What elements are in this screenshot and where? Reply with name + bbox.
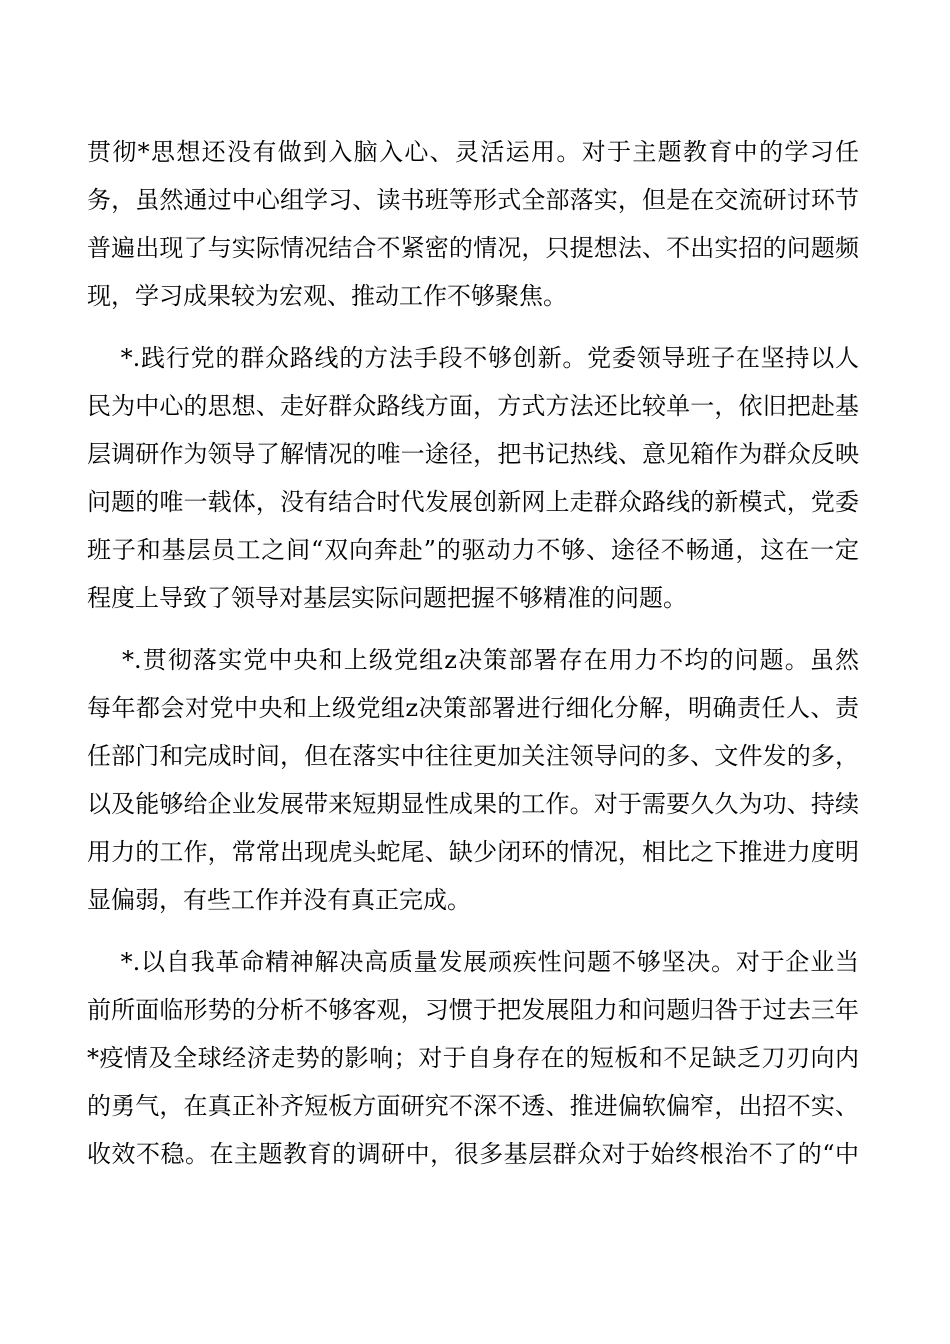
paragraph-line: *.贯彻落实党中央和上级党组z决策部署存在用力不均的问题。虽然 xyxy=(87,646,859,674)
paragraph-line: 现，学习成果较为宏观、推动工作不够聚焦。 xyxy=(87,282,567,310)
paragraph-1 xyxy=(87,128,859,320)
paragraph-line: 程度上导致了领导对基层实际问题把握不够精准的问题。 xyxy=(87,584,687,612)
document-body xyxy=(87,128,859,1192)
paragraph-4 xyxy=(87,938,859,1178)
paragraph-line: 务，虽然通过中心组学习、读书班等形式全部落实，但是在交流研讨环节 xyxy=(87,186,859,214)
paragraph-line: *.以自我革命精神解决高质量发展顽疾性问题不够坚决。对于企业当 xyxy=(87,948,859,976)
paragraph-line: 收效不稳。在主题教育的调研中，很多基层群众对于始终根治不了的“中 xyxy=(87,1140,859,1168)
paragraph-line: 问题的唯一载体，没有结合时代发展创新网上走群众路线的新模式，党委 xyxy=(87,488,859,516)
paragraph-line: 任部门和完成时间，但在落实中往往更加关注领导问的多、文件发的多， xyxy=(87,742,859,770)
paragraph-line: 民为中心的思想、走好群众路线方面，方式方法还比较单一，依旧把赴基 xyxy=(87,392,859,420)
paragraph-3 xyxy=(87,636,859,924)
paragraph-line: 的勇气，在真正补齐短板方面研究不深不透、推进偏软偏窄，出招不实、 xyxy=(87,1092,859,1120)
paragraph-line: 班子和基层员工之间“双向奔赴”的驱动力不够、途径不畅通，这在一定 xyxy=(87,536,859,564)
paragraph-line: 以及能够给企业发展带来短期显性成果的工作。对于需要久久为功、持续 xyxy=(87,790,859,818)
paragraph-line: 每年都会对党中央和上级党组z决策部署进行细化分解，明确责任人、责 xyxy=(87,694,859,722)
paragraph-2 xyxy=(87,334,859,622)
paragraph-line: *.践行党的群众路线的方法手段不够创新。党委领导班子在坚持以人 xyxy=(87,344,859,372)
paragraph-line: *疫情及全球经济走势的影响；对于自身存在的短板和不足缺乏刀刃向内 xyxy=(87,1044,859,1072)
paragraph-line: 贯彻*思想还没有做到入脑入心、灵活运用。对于主题教育中的学习任 xyxy=(87,138,859,166)
paragraph-line: 层调研作为领导了解情况的唯一途径，把书记热线、意见箱作为群众反映 xyxy=(87,440,859,468)
paragraph-line: 用力的工作，常常出现虎头蛇尾、缺少闭环的情况，相比之下推进力度明 xyxy=(87,838,859,866)
paragraph-line: 普遍出现了与实际情况结合不紧密的情况，只提想法、不出实招的问题频 xyxy=(87,234,859,262)
paragraph-line: 显偏弱，有些工作并没有真正完成。 xyxy=(87,886,471,914)
paragraph-line: 前所面临形势的分析不够客观，习惯于把发展阻力和问题归咎于过去三年 xyxy=(87,996,859,1024)
